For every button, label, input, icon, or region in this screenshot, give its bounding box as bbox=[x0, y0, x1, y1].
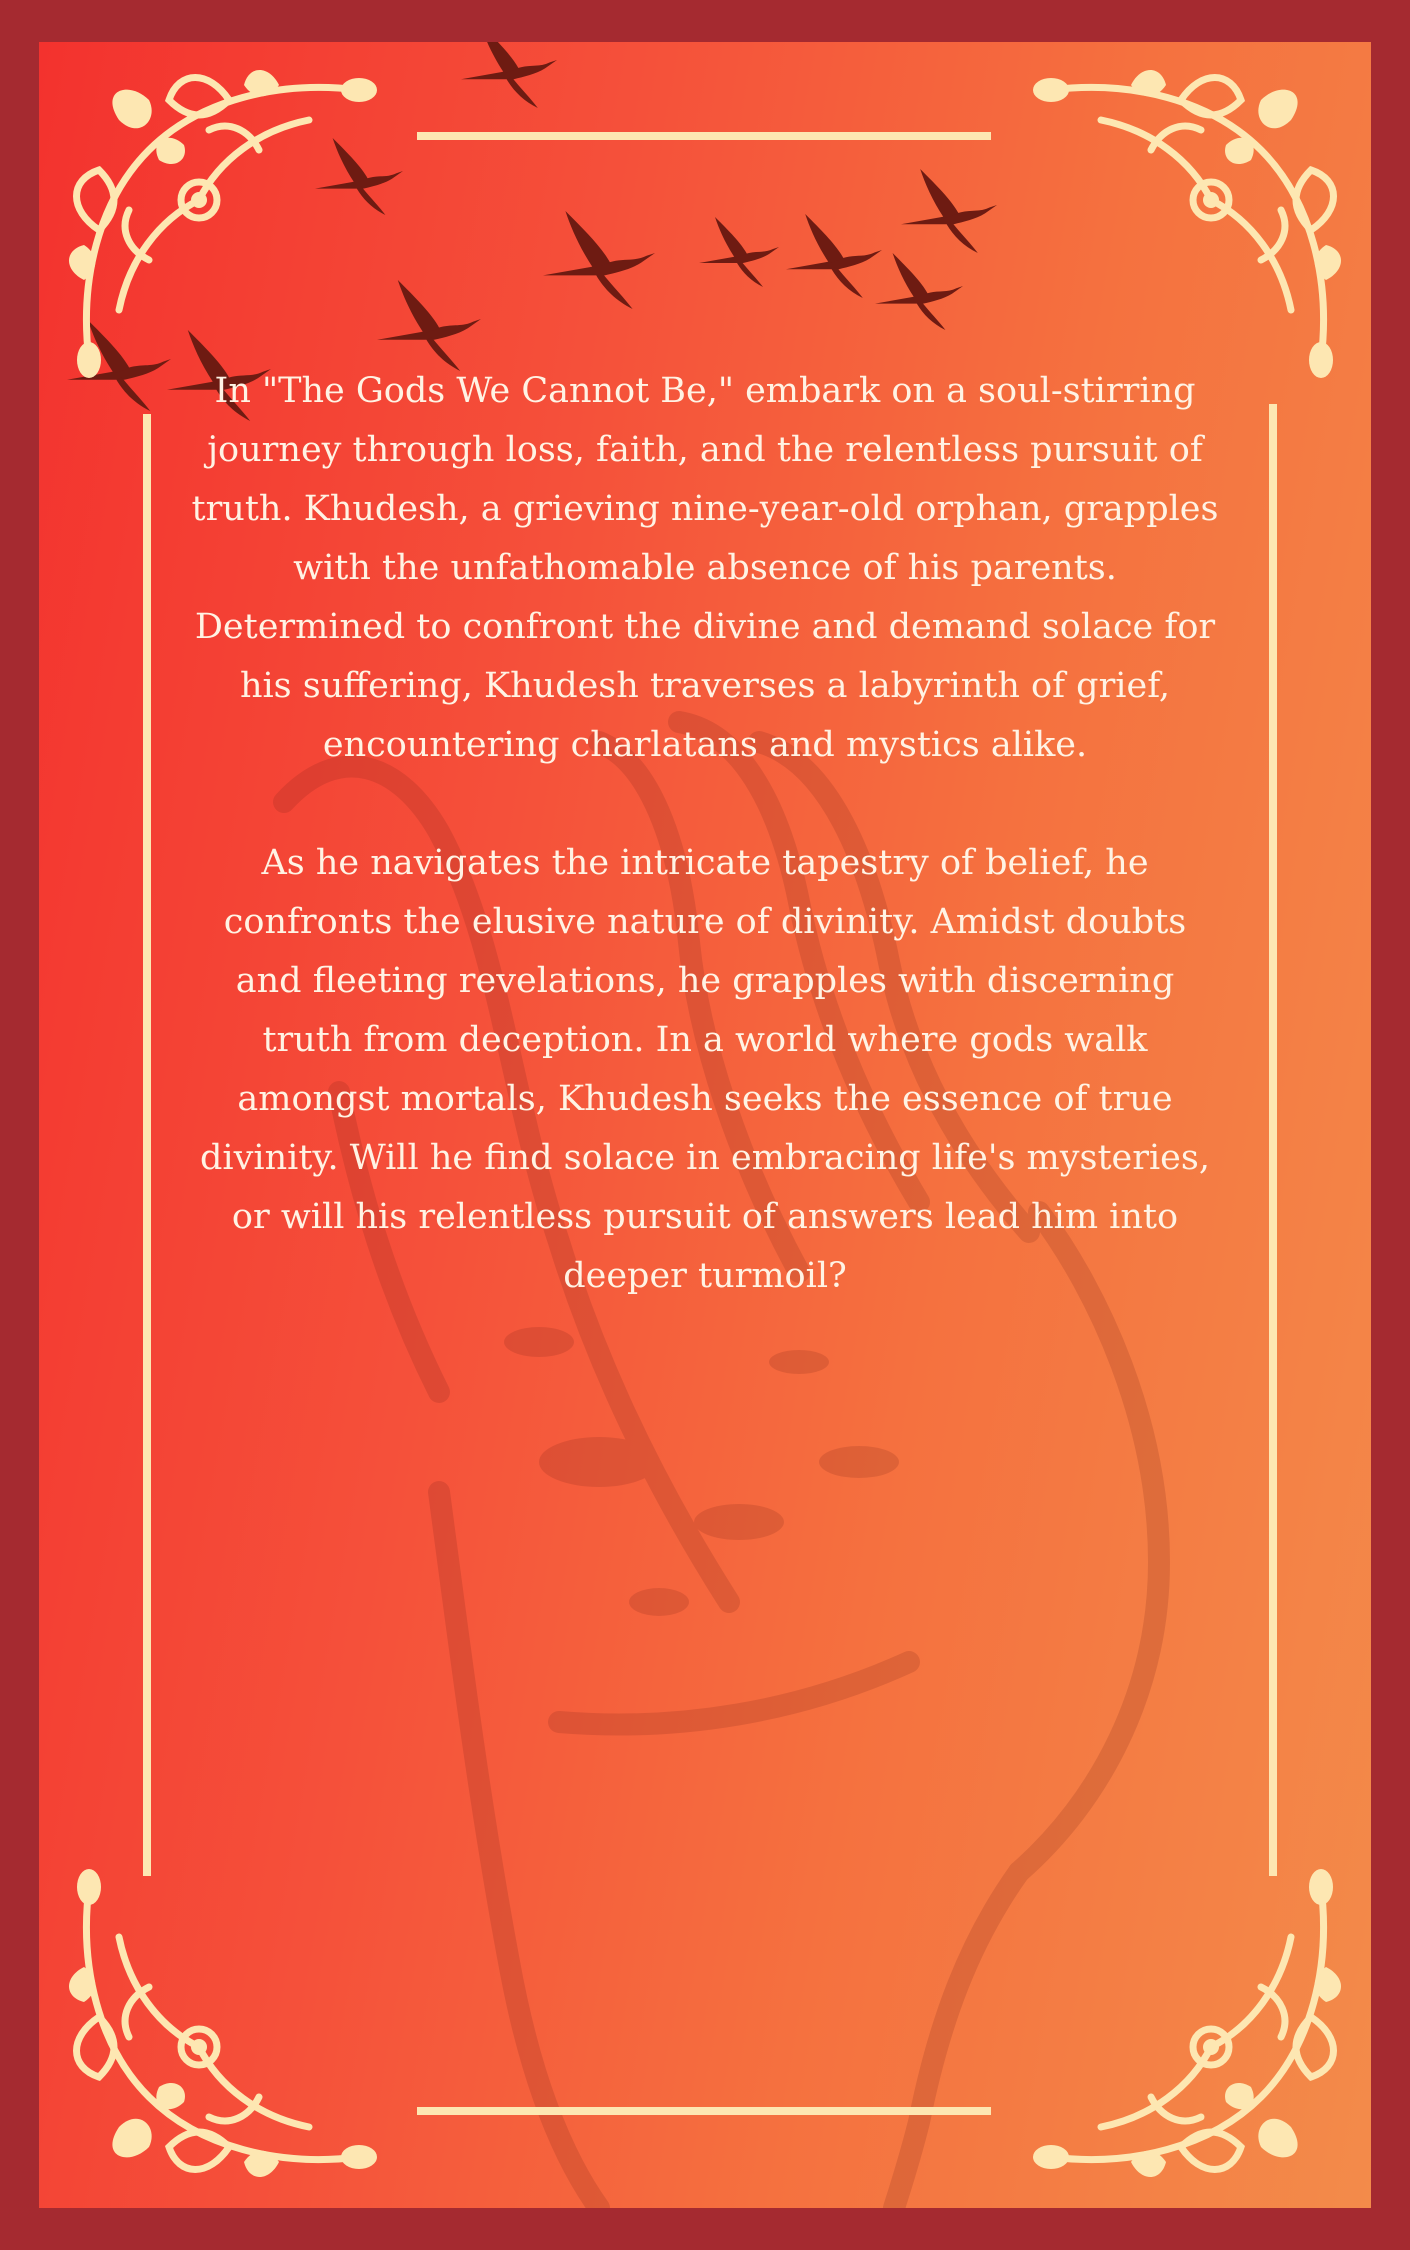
floral-flourish-icon bbox=[59, 1857, 389, 2187]
book-description bbox=[189, 362, 1221, 1365]
flying-crane-icon bbox=[699, 217, 779, 287]
frame-top-rule bbox=[417, 132, 991, 140]
floral-flourish-icon bbox=[1021, 60, 1351, 390]
flying-crane-icon bbox=[875, 253, 963, 330]
description-paragraph-2: As he navigates the intricate tapestry of belief, he confronts the elusive nature of divinity. Amidst doubts and fleeting revelations, he grapples with discerning truth from deception. In a world where gods walk amongst mortals, Khudesh seeks the essence of true divinity. Will he find solace in embracing life's mysteries, or will his relentless pursuit of answers lead him into deeper turmoil? bbox=[200, 843, 1210, 1296]
flying-crane-icon bbox=[901, 169, 997, 253]
floral-flourish-icon bbox=[1021, 1857, 1351, 2187]
flying-crane-icon bbox=[461, 42, 557, 108]
flying-crane-icon bbox=[543, 211, 655, 309]
frame-left-rule bbox=[143, 414, 151, 1876]
floral-flourish-icon bbox=[59, 60, 389, 390]
cover-panel bbox=[39, 42, 1371, 2208]
flying-crane-icon bbox=[377, 280, 481, 371]
frame-bottom-rule bbox=[417, 2107, 991, 2115]
frame-right-rule bbox=[1269, 404, 1277, 1876]
description-paragraph-1: In "The Gods We Cannot Be," embark on a soul-stirring journey through loss, faith, and the relentless pursuit of truth. Khudesh, a grieving nine-year-old orphan, grapples with the unfathomable absence of his parents. Determined to confront the divine and demand solace for his suffering, Khudesh traverses a labyrinth of grief, encountering charlatans and mystics alike. bbox=[191, 371, 1219, 765]
flying-crane-icon bbox=[786, 214, 882, 298]
